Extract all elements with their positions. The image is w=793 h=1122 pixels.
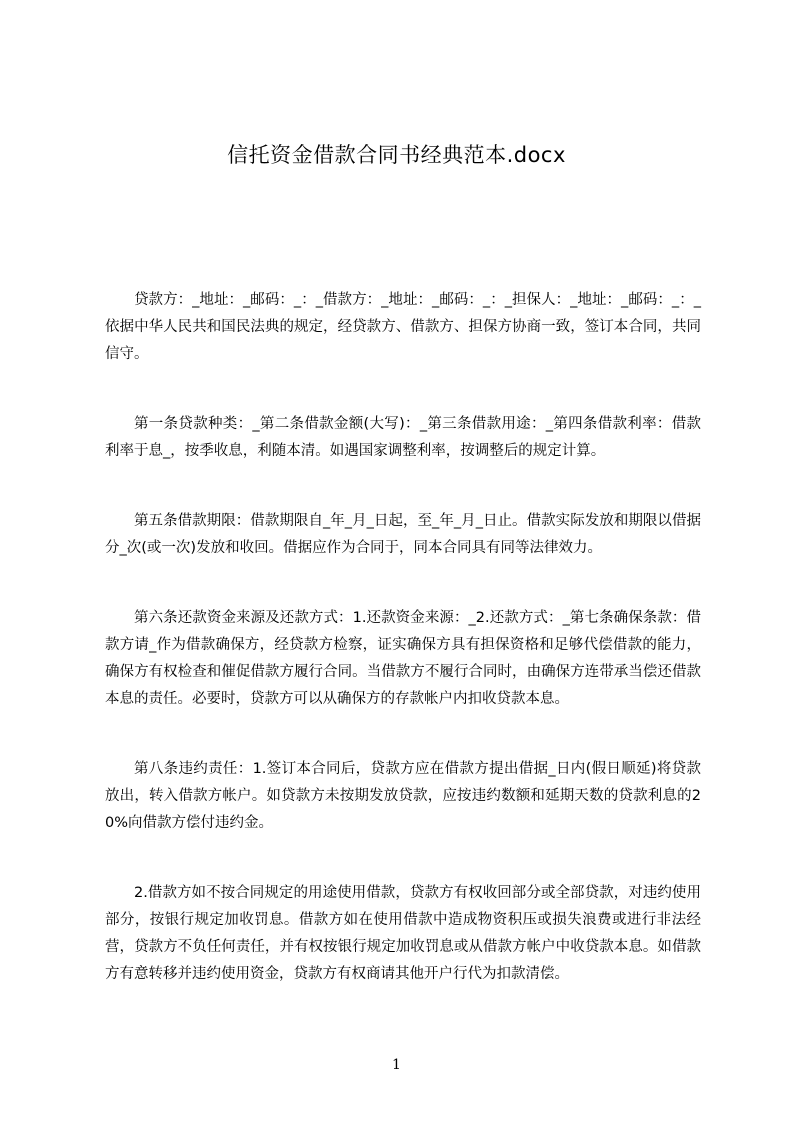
document-body <box>105 287 701 1031</box>
paragraph-article-5: 第五条借款期限：借款期限自_年_月_日起，至_年_月_日止。借款实际发放和期限以借据分_次(或一次)发放和收回。借据应作为合同于，同本合同具有同等法律效力。 <box>105 513 701 556</box>
document-title: 信托资金借款合同书经典范本.docx <box>227 143 566 167</box>
paragraph-article-6-7: 第六条还款资金来源及还款方式：1.还款资金来源：_2.还款方式：_第七条确保条款：借款方请_作为借款确保方，经贷款方检察，证实确保方具有担保资格和足够代偿借款的能力，确保方有权检查和催促借款方履行合同。当借款方不履行合同时，由确保方连带承当偿还借款本息的责任。必要时，贷款方可以从确保方的存款帐户内扣收贷款本息。 <box>105 610 701 707</box>
paragraph-article-8: 第八条违约责任：1.签订本合同后，贷款方应在借款方提出借据_日内(假日顺延)将贷款放出，转入借款方帐户。如贷款方未按期发放贷款，应按违约数额和延期天数的贷款利息的20%向借款方偿付违约金。 <box>105 761 701 831</box>
paragraph-parties: 贷款方：_地址：_邮码：_：_借款方：_地址：_邮码：_：_担保人：_地址：_邮码：_：_依据中华人民共和国民法典的规定，经贷款方、借款方、担保方协商一致，签订本合同，共同信守。 <box>105 292 701 362</box>
page-number: 1 <box>392 1057 401 1073</box>
paragraph-article-1-4: 第一条贷款种类：_第二条借款金额(大写)：_第三条借款用途：_第四条借款利率：借款利率于息_，按季收息，利随本清。如遇国家调整利率，按调整后的规定计算。 <box>105 416 701 459</box>
paragraph-article-8-item-2: 2.借款方如不按合同规定的用途使用借款，贷款方有权收回部分或全部贷款，对违约使用部分，按银行规定加收罚息。借款方如在使用借款中造成物资积压或损失浪费或进行非法经营，贷款方不负任何责任，并有权按银行规定加收罚息或从借款方帐户中收贷款本息。如借款方有意转移并违约使用资金，贷款方有权商请其他开户行代为扣款清偿。 <box>105 885 701 982</box>
